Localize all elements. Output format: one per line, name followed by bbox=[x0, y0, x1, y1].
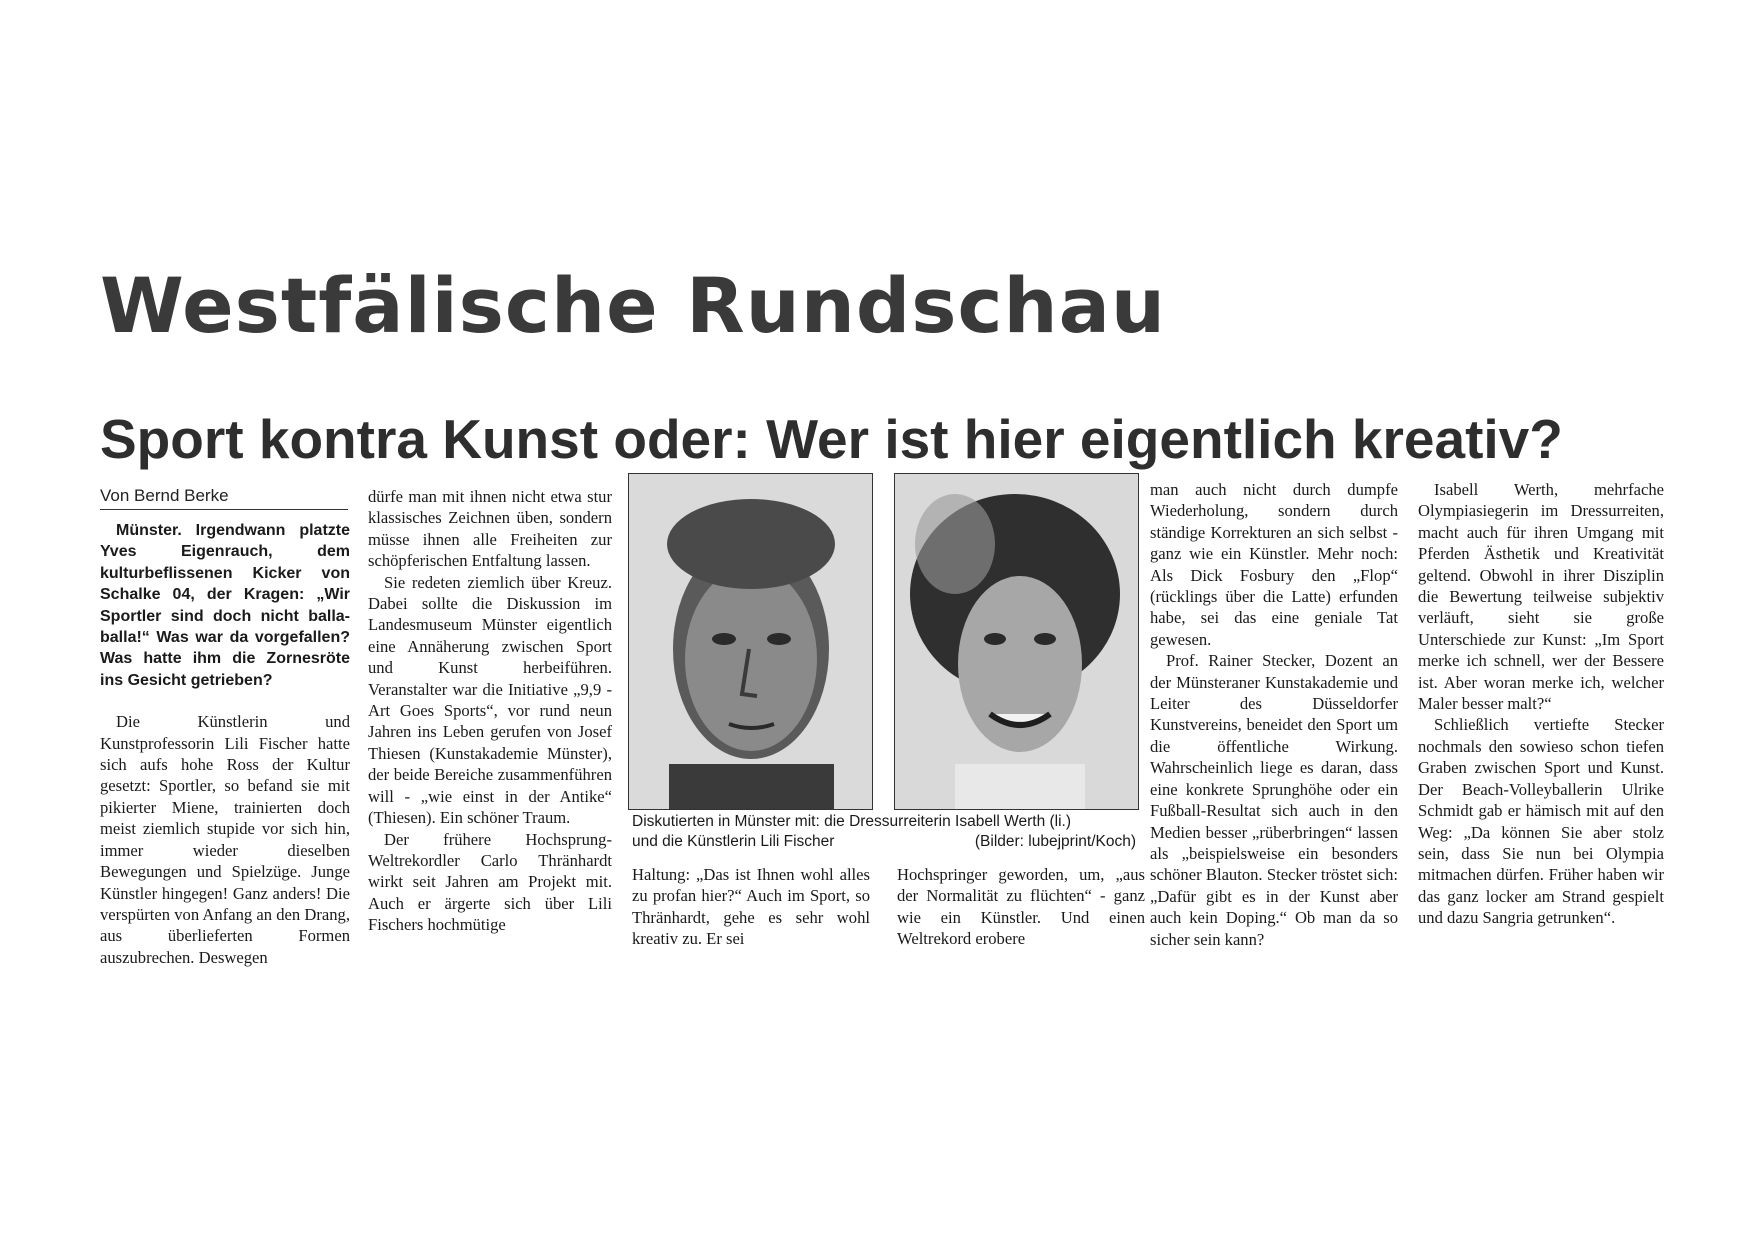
article-column-5 bbox=[1150, 479, 1398, 950]
article-byline: Von Bernd Berke bbox=[100, 486, 348, 510]
article-headline: Sport kontra Kunst oder: Wer ist hier eigentlich kreativ? bbox=[100, 408, 1563, 470]
article-column-1 bbox=[100, 520, 350, 968]
portrait-woman-image bbox=[895, 474, 1138, 809]
article-column-2 bbox=[368, 486, 612, 936]
article-paragraph: Der frühere Hochsprung-Weltrekordler Carlo Thränhardt wirkt seit Jahren am Projekt mit. Auch er ärgerte sich über Lili Fischers hochmütige bbox=[368, 829, 612, 935]
article-paragraph: dürfe man mit ihnen nicht etwa stur klassisches Zeichnen üben, sondern müsse ihnen alle Freiheiten zur schöpferischen Entfaltung lassen. bbox=[368, 487, 612, 571]
article-paragraph: Prof. Rainer Stecker, Dozent an der Münsteraner Kunstakademie und Leiter des Düsseldorfer Kunstvereins, beneidet den Sport um die öffentliche Wirkung. Wahrscheinlich liege es daran, dass eine konkrete Sprunghöhe oder ein Fußball-Resultat sich auch in den Medien besser „rüberbringen“ lassen als „beispielsweise ein besonders schöner Blauton. Stecker tröstet sich: „Dafür gibt es in der Kunst aber auch kein Doping.“ Ob man da so sicher sein kann? bbox=[1150, 651, 1398, 949]
portrait-man-image bbox=[629, 474, 872, 809]
photo-credit: (Bilder: lubejprint/Koch) bbox=[974, 833, 1136, 850]
article-column-4 bbox=[897, 864, 1145, 950]
article-column-3 bbox=[632, 864, 870, 950]
article-column-6 bbox=[1418, 479, 1664, 929]
photo-lili-fischer bbox=[894, 473, 1139, 810]
article-lead: Münster. Irgendwann platzte Yves Eigenrauch, dem kulturbeflissenen Kicker von Schalke 04, der Kragen: „Wir Sportler sind doch nicht balla-balla!“ Was war da vorgefallen? Was hatte ihm die Zornesröte ins Gesicht getrieben? bbox=[100, 522, 350, 689]
newspaper-masthead: Westfälische Rundschau bbox=[100, 261, 1166, 350]
article-paragraph: Haltung: „Das ist Ihnen wohl alles zu profan hier?“ Auch im Sport, so Thränhardt, gehe es sehr wohl kreativ zu. Er sei bbox=[632, 865, 870, 949]
article-paragraph: Hochspringer geworden, um, „aus der Normalität zu flüchten“ - ganz wie ein Künstler. Und einen Weltrekord erobere bbox=[897, 865, 1145, 949]
article-paragraph: Schließlich vertiefte Stecker nochmals den sowieso schon tiefen Graben zwischen Sport und Kunst. Der Beach-Volleyballerin Ulrike Schmidt gab er hämisch mit auf den Weg: „Da können Sie aber stolz sein, dass Sie nun bei Olympia mitmachen dürfen. Früher haben wir das ganz locker am Strand gespielt und dazu Sangria getrunken“. bbox=[1418, 715, 1664, 928]
article-paragraph: Die Künstlerin und Kunstprofessorin Lili Fischer hatte sich aufs hohe Ross der Kultur gesetzt: Sportler, so befand sie mit pikierter Miene, trainierten doch meist ziemlich stupide vor sich hin, immer wieder dieselben Bewegungen und Spielzüge. Junge Künstler hingegen! Ganz anders! Die verspürten von Anfang an den Drang, aus überlieferten Formen auszubrechen. Deswegen bbox=[100, 712, 350, 967]
article-paragraph: man auch nicht durch dumpfe Wiederholung, sondern durch ständige Korrekturen an sich selbst - ganz wie ein Künstler. Mehr noch: Als Dick Fosbury den „Flop“ (rücklings über die Latte) erfunden habe, sei das eine geniale Tat gewesen. bbox=[1150, 480, 1398, 649]
photo-isabell-werth bbox=[628, 473, 873, 810]
article-paragraph: Sie redeten ziemlich über Kreuz. Dabei sollte die Diskussion im Landesmuseum Münster eigentlich eine Annäherung zwischen Sport und Kunst herbeiführen. Veranstalter war die Initiative „9,9 - Art Goes Sports“, vor rund neun Jahren ins Leben gerufen von Josef Thiesen (Kunstakademie Münster), der beide Bereiche zusammenführen will - „wie einst in der Antike“ (Thiesen). Ein schöner Traum. bbox=[368, 572, 612, 828]
caption-line: Diskutierten in Münster mit: die Dressurreiterin Isabell Werth (li.) bbox=[632, 813, 1072, 830]
article-paragraph: Isabell Werth, mehrfache Olympiasiegerin im Dressurreiten, macht auch für ihren Umgang mit Pferden Ästhetik und Kreativität geltend. Obwohl in ihrer Disziplin die Bewertung teilweise subjektiv verläuft, sieht sie große Unterschiede zur Kunst: „Im Sport merke ich schnell, wer der Bessere ist. Aber woran merke ich, welcher Maler besser malt?“ bbox=[1418, 480, 1664, 714]
caption-line: und die Künstlerin Lili Fischer bbox=[632, 833, 835, 850]
